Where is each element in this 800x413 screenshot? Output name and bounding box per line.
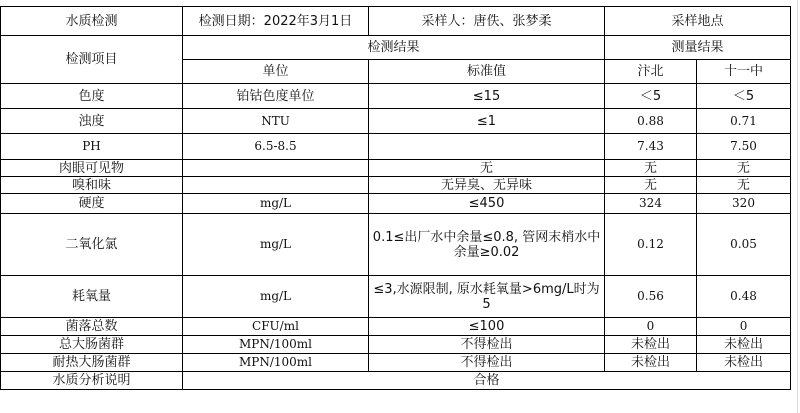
- site2-cell[interactable]: 0.48: [697, 276, 791, 318]
- item-cell[interactable]: 总大肠菌群: [1, 336, 183, 354]
- standard-cell[interactable]: ≤15: [369, 84, 605, 109]
- summary-row: [1, 372, 791, 390]
- site2-cell[interactable]: 320: [697, 194, 791, 214]
- item-cell[interactable]: 二氧化氯: [1, 214, 183, 276]
- sampling-location-header[interactable]: 采样地点: [605, 7, 791, 36]
- unit-cell[interactable]: MPN/100ml: [183, 336, 369, 354]
- item-cell[interactable]: 耗氧量: [1, 276, 183, 318]
- table-row: [1, 177, 791, 194]
- site2-cell[interactable]: 7.50: [697, 134, 791, 160]
- standard-cell[interactable]: 不得检出: [369, 354, 605, 372]
- site1-cell[interactable]: 324: [605, 194, 697, 214]
- unit-cell[interactable]: 6.5-8.5: [183, 134, 369, 160]
- standard-cell[interactable]: ≤100: [369, 318, 605, 336]
- standard-cell[interactable]: 0.1≤出厂水中余量≤0.8, 管网末梢水中余量≥0.02: [369, 214, 605, 276]
- table-row: [1, 134, 791, 160]
- item-cell[interactable]: 嗅和味: [1, 177, 183, 194]
- standard-cell[interactable]: ≤3,水源限制, 原水耗氧量>6mg/L时为5: [369, 276, 605, 318]
- site2-cell[interactable]: 无: [697, 177, 791, 194]
- table-row: [1, 160, 791, 177]
- standard-cell[interactable]: ≤1: [369, 109, 605, 134]
- test-results-header[interactable]: 检测结果: [183, 36, 605, 60]
- site1-cell[interactable]: 0: [605, 318, 697, 336]
- item-cell[interactable]: 色度: [1, 84, 183, 109]
- unit-cell[interactable]: [183, 177, 369, 194]
- site2-cell[interactable]: 0: [697, 318, 791, 336]
- unit-cell[interactable]: mg/L: [183, 194, 369, 214]
- analysis-label[interactable]: 水质分析说明: [1, 372, 183, 390]
- item-cell[interactable]: PH: [1, 134, 183, 160]
- table-title[interactable]: 水质检测: [1, 7, 183, 36]
- item-cell[interactable]: 肉眼可见物: [1, 160, 183, 177]
- table-row: [1, 276, 791, 318]
- item-cell[interactable]: 浊度: [1, 109, 183, 134]
- standard-cell[interactable]: 无异臭、无异味: [369, 177, 605, 194]
- site2-cell[interactable]: ＜5: [697, 84, 791, 109]
- site2-cell[interactable]: 无: [697, 160, 791, 177]
- sheet-gridline: [797, 0, 798, 413]
- site2-cell[interactable]: 0.05: [697, 214, 791, 276]
- site1-cell[interactable]: ＜5: [605, 84, 697, 109]
- unit-cell[interactable]: NTU: [183, 109, 369, 134]
- standard-cell[interactable]: [369, 134, 605, 160]
- unit-cell[interactable]: CFU/ml: [183, 318, 369, 336]
- item-cell[interactable]: 耐热大肠菌群: [1, 354, 183, 372]
- table-row: [1, 194, 791, 214]
- table-row: [1, 354, 791, 372]
- table-row: [1, 214, 791, 276]
- unit-cell[interactable]: mg/L: [183, 214, 369, 276]
- table-row: [1, 318, 791, 336]
- site1-header[interactable]: 汴北: [605, 60, 697, 84]
- site1-cell[interactable]: 7.43: [605, 134, 697, 160]
- table-row: [1, 109, 791, 134]
- samplers[interactable]: 采样人：唐佚、张梦柔: [369, 7, 605, 36]
- test-date[interactable]: 检测日期：2022年3月1日: [183, 7, 369, 36]
- table-row: [1, 336, 791, 354]
- unit-cell[interactable]: [183, 160, 369, 177]
- header-row: [1, 7, 791, 36]
- item-cell[interactable]: 菌落总数: [1, 318, 183, 336]
- unit-cell[interactable]: MPN/100ml: [183, 354, 369, 372]
- site2-header[interactable]: 十一中: [697, 60, 791, 84]
- site2-cell[interactable]: 未检出: [697, 336, 791, 354]
- table-row: [1, 84, 791, 109]
- site1-cell[interactable]: 未检出: [605, 336, 697, 354]
- subheader-row: [1, 36, 791, 60]
- item-cell[interactable]: 硬度: [1, 194, 183, 214]
- standard-cell[interactable]: 不得检出: [369, 336, 605, 354]
- standard-header[interactable]: 标准值: [369, 60, 605, 84]
- standard-cell[interactable]: 无: [369, 160, 605, 177]
- measurement-results-header[interactable]: 测量结果: [605, 36, 791, 60]
- site2-cell[interactable]: 未检出: [697, 354, 791, 372]
- test-item-header[interactable]: 检测项目: [1, 36, 183, 84]
- site2-cell[interactable]: 0.71: [697, 109, 791, 134]
- site1-cell[interactable]: 0.88: [605, 109, 697, 134]
- site1-cell[interactable]: 未检出: [605, 354, 697, 372]
- unit-cell[interactable]: 铂钴色度单位: [183, 84, 369, 109]
- water-quality-table: [0, 6, 791, 390]
- site1-cell[interactable]: 无: [605, 177, 697, 194]
- site1-cell[interactable]: 0.12: [605, 214, 697, 276]
- unit-cell[interactable]: mg/L: [183, 276, 369, 318]
- site1-cell[interactable]: 无: [605, 160, 697, 177]
- analysis-result[interactable]: 合格: [183, 372, 791, 390]
- unit-header[interactable]: 单位: [183, 60, 369, 84]
- standard-cell[interactable]: ≤450: [369, 194, 605, 214]
- site1-cell[interactable]: 0.56: [605, 276, 697, 318]
